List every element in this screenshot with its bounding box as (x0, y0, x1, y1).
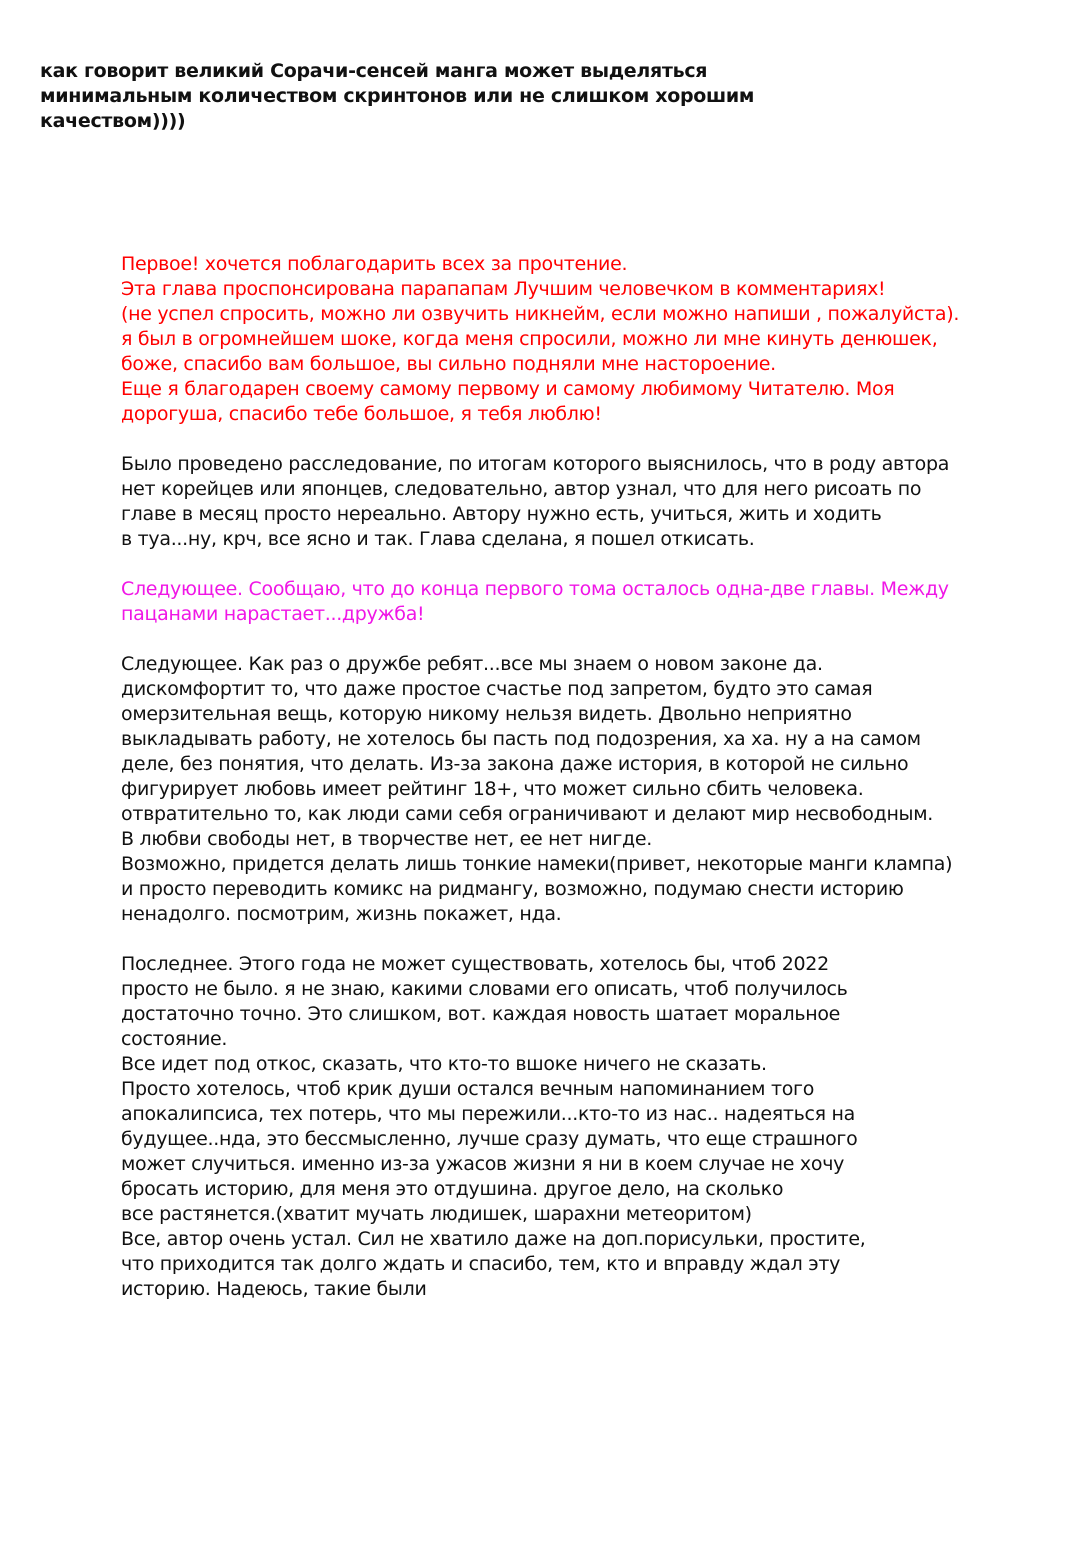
text-line: все растянется.(хватит мучать людишек, шарахни метеоритом) (121, 1203, 752, 1225)
investigation-paragraph (121, 452, 1021, 552)
text-line: дискомфортит то, что даже простое счастье под запретом, будто это самая (121, 678, 873, 700)
note-line: как говорит великий Сорачи-сенсей манга может выделяться (40, 60, 708, 82)
text-line: в туа...ну, крч, все ясно и так. Глава сделана, я пошел откисать. (121, 528, 755, 550)
text-line: пацанами нарастает...дружба! (121, 603, 425, 625)
text-line: Было проведено расследование, по итогам которого выяснилось, что в роду автора (121, 453, 950, 475)
text-line: омерзительная вещь, которую никому нельзя видеть. Двольно неприятно (121, 703, 852, 725)
text-line: В любви свободы нет, в творчестве нет, ее нет нигде. (121, 828, 653, 850)
text-line: отвратительно то, как люди сами себя ограничивают и делают мир несвободным. (121, 803, 934, 825)
text-line: историю. Надеюсь, такие были (121, 1278, 427, 1300)
text-line: достаточно точно. Это слишком, вот. каждая новость шатает моральное (121, 1003, 841, 1025)
text-line: Последнее. Этого года не может существовать, хотелось бы, чтоб 2022 (121, 953, 829, 975)
text-line: Первое! хочется поблагодарить всех за прочтение. (121, 253, 628, 275)
last-paragraph (121, 952, 1021, 1302)
text-line: Эта глава проспонсирована парапапам Лучшим человечком в комментариях! (121, 278, 886, 300)
volume-end-paragraph (121, 577, 1021, 627)
text-line: (не успел спросить, можно ли озвучить никнейм, если можно напиши , пожалуйста). (121, 303, 960, 325)
text-line: Все, автор очень устал. Сил не хватило даже на доп.порисульки, простите, (121, 1228, 866, 1250)
text-line: дорогуша, спасибо тебе большое, я тебя люблю! (121, 403, 602, 425)
text-line: Все идет под откос, сказать, что кто-то вшоке ничего не сказать. (121, 1053, 767, 1075)
text-line: выкладывать работу, не хотелось бы пасть под подозрения, ха ха. ну а на самом (121, 728, 921, 750)
text-line: Возможно, придется делать лишь тонкие намеки(привет, некоторые манги клампа) (121, 853, 953, 875)
note-line: минимальным количеством скринтонов или не слишком хорошим (40, 85, 755, 107)
text-line: просто не было. я не знаю, какими словами его описать, чтоб получилось (121, 978, 848, 1000)
text-line: деле, без понятия, что делать. Из-за закона даже история, в которой не сильно (121, 753, 909, 775)
text-line: ненадолго. посмотрим, жизнь покажет, нда. (121, 903, 562, 925)
text-line: что приходится так долго ждать и спасибо, тем, кто и вправду ждал эту (121, 1253, 841, 1275)
thanks-paragraph (121, 252, 1021, 427)
text-line: я был в огромнейшем шоке, когда меня спросили, можно ли мне кинуть денюшек, (121, 328, 938, 350)
text-line: будущее..нда, это бессмысленно, лучше сразу думать, что еще страшного (121, 1128, 858, 1150)
text-line: главе в месяц просто нереально. Автору нужно есть, учиться, жить и ходить (121, 503, 882, 525)
note-line: качеством)))) (40, 110, 186, 132)
text-line: Следующее. Как раз о дружбе ребят...все мы знаем о новом законе да. (121, 653, 823, 675)
text-line: бросать историю, для меня это отдушина. другое дело, на сколько (121, 1178, 784, 1200)
text-line: состояние. (121, 1028, 228, 1050)
text-line: может случиться. именно из-за ужасов жизни я ни в коем случае не хочу (121, 1153, 845, 1175)
text-line: Просто хотелось, чтоб крик души остался вечным напоминанием того (121, 1078, 815, 1100)
text-line: фигурирует любовь имеет рейтинг 18+, что может сильно сбить человека. (121, 778, 864, 800)
law-paragraph (121, 652, 1021, 927)
text-line: нет корейцев или японцев, следовательно, автор узнал, что для него рисоать по (121, 478, 922, 500)
text-line: Следующее. Сообщаю, что до конца первого тома осталось одна-две главы. Между (121, 578, 949, 600)
author-afterword (121, 252, 1021, 1327)
text-line: и просто переводить комикс на ридмангу, возможно, подумаю снести историю (121, 878, 904, 900)
text-line: боже, спасибо вам большое, вы сильно подняли мне настороение. (121, 353, 776, 375)
text-line: Еще я благодарен своему самому первому и самому любимому Читателю. Моя (121, 378, 895, 400)
text-line: апокалипсиса, тех потерь, что мы пережили...кто-то из нас.. надеяться на (121, 1103, 855, 1125)
translator-note (40, 59, 755, 134)
